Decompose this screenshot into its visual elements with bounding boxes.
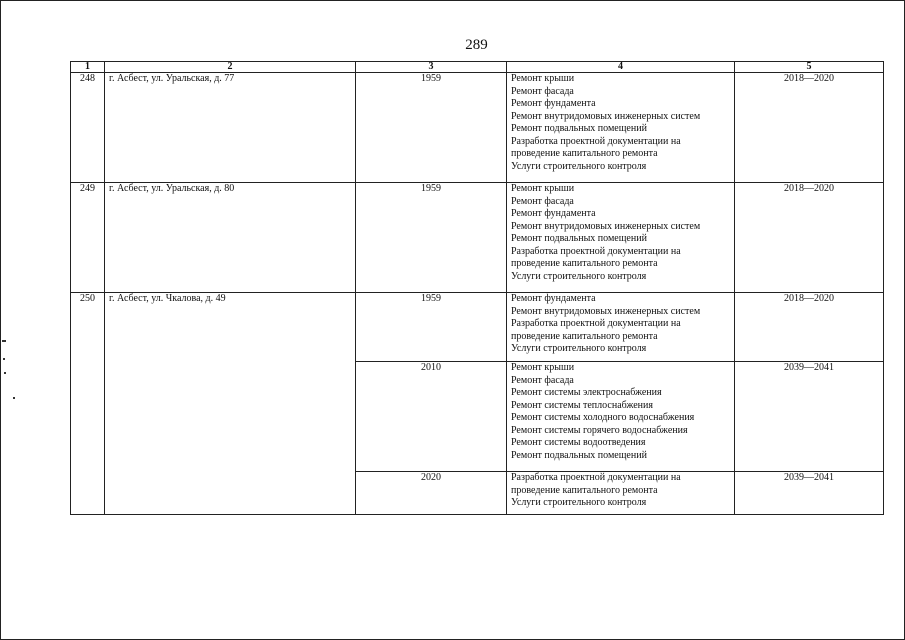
year-cell: 2020 xyxy=(356,472,507,515)
period-cell: 2018—2020 xyxy=(735,73,884,183)
work-item: Разработка проектной документации на xyxy=(511,472,681,483)
work-item: Ремонт системы горячего водоснабжения xyxy=(511,424,688,436)
work-item: Услуги строительного контроля xyxy=(511,497,647,508)
year-cell: 1959 xyxy=(356,73,507,183)
page-number: 289 xyxy=(465,37,488,53)
scan-mark xyxy=(3,358,5,360)
work-item: Ремонт подвальных помещений xyxy=(511,449,647,461)
column-header: 4 xyxy=(507,62,735,73)
work-item: Ремонт фасада xyxy=(511,195,574,207)
year-cell: 2010 xyxy=(356,362,507,472)
work-item: Ремонт внутридомовых инженерных систем xyxy=(511,305,701,317)
table-row xyxy=(71,293,884,362)
works-list xyxy=(507,293,735,362)
period-cell: 2039—2041 xyxy=(735,472,884,515)
building-address: г. Асбест, ул. Уральская, д. 80 xyxy=(105,183,356,293)
building-address: г. Асбест, ул. Уральская, д. 77 xyxy=(105,73,356,183)
work-item: Ремонт системы водоотведения xyxy=(511,437,646,448)
period-cell: 2018—2020 xyxy=(735,183,884,293)
work-item: Ремонт внутридомовых инженерных систем xyxy=(511,220,701,232)
table-row xyxy=(71,73,884,183)
column-header: 1 xyxy=(71,62,105,73)
works-list xyxy=(507,362,735,472)
work-item: Ремонт крыши xyxy=(511,362,575,373)
work-item: Ремонт крыши xyxy=(511,183,575,194)
work-item: Услуги строительного контроля xyxy=(511,270,647,282)
work-item: проведение капитального ремонта xyxy=(511,258,658,269)
row-number: 248 xyxy=(71,73,105,183)
scan-mark xyxy=(4,372,6,374)
period-cell: 2018—2020 xyxy=(735,293,884,362)
row-number: 249 xyxy=(71,183,105,293)
building-address: г. Асбест, ул. Чкалова, д. 49 xyxy=(105,293,356,515)
work-item: проведение капитального ремонта xyxy=(511,330,658,342)
work-item: Разработка проектной документации на xyxy=(511,245,681,257)
work-item: Ремонт системы электроснабжения xyxy=(511,387,662,398)
column-header: 2 xyxy=(105,62,356,73)
scan-mark xyxy=(13,397,15,399)
work-item: Услуги строительного контроля xyxy=(511,160,647,172)
table-row xyxy=(71,183,884,293)
repair-schedule-table xyxy=(70,61,884,515)
works-list xyxy=(507,183,735,293)
work-item: Услуги строительного контроля xyxy=(511,343,647,354)
year-cell: 1959 xyxy=(356,183,507,293)
work-item: Разработка проектной документации на xyxy=(511,135,681,147)
work-item: Ремонт фундамента xyxy=(511,293,596,304)
work-item: Ремонт системы теплоснабжения xyxy=(511,399,653,411)
works-list xyxy=(507,73,735,183)
work-item: Разработка проектной документации на xyxy=(511,318,681,329)
work-item: Ремонт фундамента xyxy=(511,208,596,219)
row-number: 250 xyxy=(71,293,105,515)
year-cell: 1959 xyxy=(356,293,507,362)
works-list xyxy=(507,472,735,515)
column-header: 5 xyxy=(735,62,884,73)
work-item: Ремонт подвальных помещений xyxy=(511,233,647,244)
work-item: Ремонт системы холодного водоснабжения xyxy=(511,412,695,423)
scan-mark xyxy=(2,340,6,342)
work-item: Ремонт фундамента xyxy=(511,98,596,109)
header-row xyxy=(71,62,884,73)
work-item: Ремонт крыши xyxy=(511,73,575,84)
work-item: проведение капитального ремонта xyxy=(511,148,658,159)
work-item: Ремонт фасада xyxy=(511,374,574,386)
work-item: Ремонт фасада xyxy=(511,85,574,97)
work-item: Ремонт подвальных помещений xyxy=(511,123,647,134)
work-item: проведение капитального ремонта xyxy=(511,484,658,496)
column-header: 3 xyxy=(356,62,507,73)
period-cell: 2039—2041 xyxy=(735,362,884,472)
work-item: Ремонт внутридомовых инженерных систем xyxy=(511,110,701,122)
